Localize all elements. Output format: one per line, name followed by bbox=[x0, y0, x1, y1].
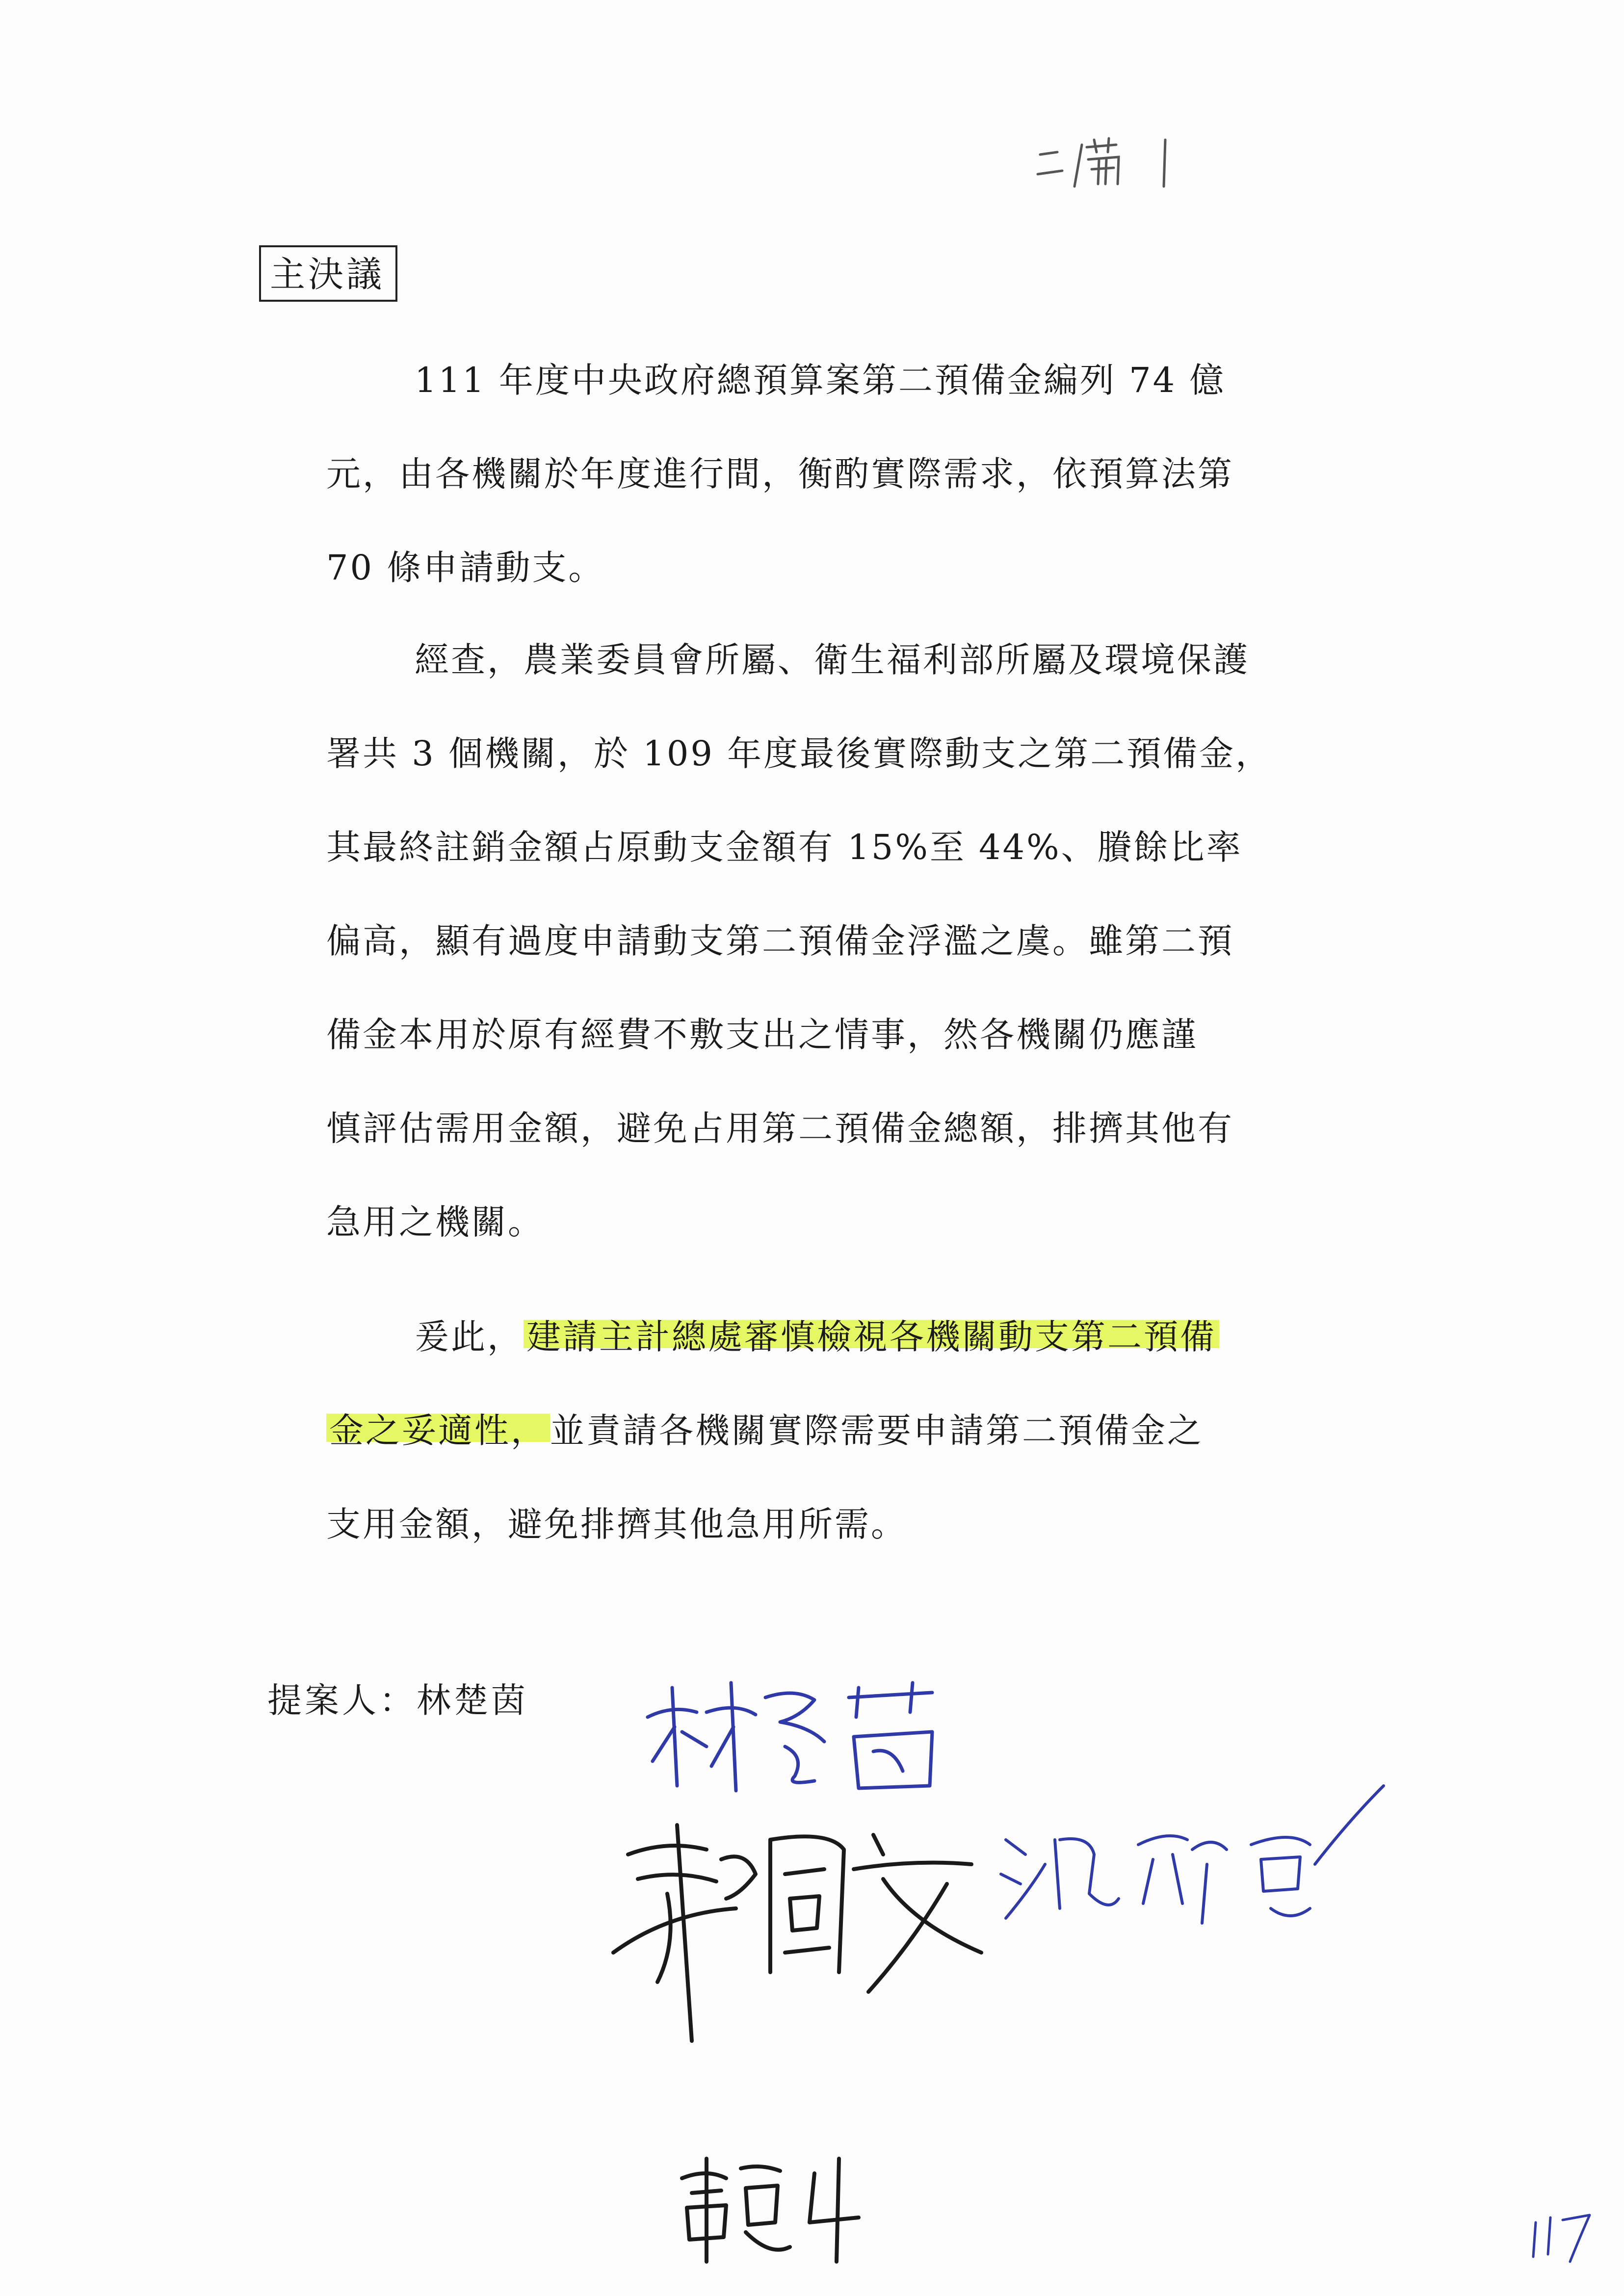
p2-line-7: 急用之機關。 bbox=[326, 1202, 544, 1242]
section-label: 主決議 bbox=[259, 245, 397, 302]
p2-line-3: 其最終註銷金額占原動支金額有 15%至 44%、賸餘比率 bbox=[326, 827, 1243, 867]
signature-shen bbox=[996, 1776, 1388, 1938]
p2-line-2: 署共 3 個機關，於 109 年度最後實際動支之第二預備金， bbox=[326, 733, 1272, 774]
p1-line-1: 111 年度中央政府總預算案第二預備金編列 74 億 bbox=[415, 360, 1226, 400]
p3-prefix: 爰此， bbox=[415, 1317, 524, 1357]
p3-line-3: 支用金額，避免排擠其他急用所需。 bbox=[326, 1504, 907, 1544]
p1-line-3: 70 條申請動支。 bbox=[326, 548, 605, 588]
proposer-name: 林楚茵 bbox=[417, 1680, 528, 1721]
signature-guo bbox=[608, 1796, 1011, 2051]
p2-line-1: 經查，農業委員會所屬、衛生福利部所屬及環境保護 bbox=[415, 640, 1250, 680]
signature-lin bbox=[638, 1658, 952, 1805]
p3-line-2 bbox=[326, 1384, 1401, 1478]
p2-line-6: 慎評估需用金額，避免占用第二預備金總額，排擠其他有 bbox=[326, 1108, 1234, 1148]
p2-line-5: 備金本用於原有經費不敷支出之情事，然各機關仍應謹 bbox=[326, 1015, 1198, 1055]
page-number-handwritten bbox=[1526, 2203, 1599, 2267]
highlighted-text-1: 建請主計總處審慎檢視各機關動支第二預備 bbox=[524, 1317, 1219, 1357]
p2-line-4: 偏高，顯有過度申請動支第二預備金浮濫之虞。雖第二預 bbox=[326, 921, 1234, 961]
proposer-label: 提案人： bbox=[267, 1680, 417, 1721]
highlighted-text-2: 金之妥適性， bbox=[326, 1410, 550, 1451]
paragraph-2 bbox=[326, 613, 1401, 1269]
p3-line-1 bbox=[326, 1290, 1401, 1384]
proposer-line bbox=[267, 1673, 528, 1722]
paragraph-3 bbox=[326, 1290, 1401, 1571]
handwritten-annotation bbox=[1035, 132, 1197, 191]
signature-lai bbox=[672, 2149, 878, 2267]
p1-line-2: 元，由各機關於年度進行間，衡酌實際需求，依預算法第 bbox=[326, 454, 1234, 494]
p3-line-2-rest: 並責請各機關實際需要申請第二預備金之 bbox=[550, 1410, 1204, 1451]
paragraph-1 bbox=[326, 334, 1401, 615]
